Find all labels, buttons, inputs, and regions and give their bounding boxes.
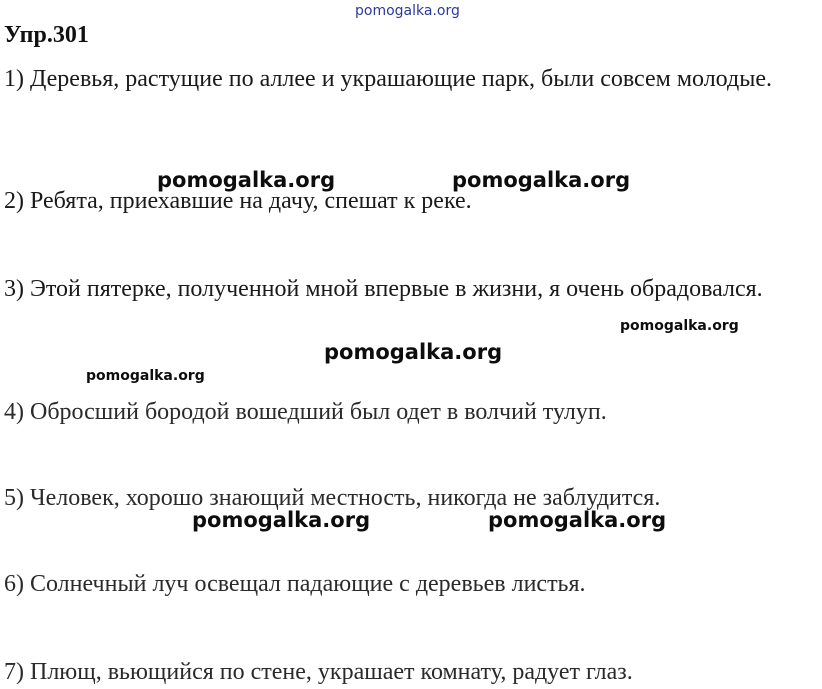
answer-item-7: 7) Плющ, вьющийся по стене, украшает комнату, радует глаз. xyxy=(4,659,633,685)
watermark: pomogalka.org xyxy=(488,508,667,532)
watermark: pomogalka.org xyxy=(192,508,371,532)
watermark: pomogalka.org xyxy=(157,168,336,192)
watermark: pomogalka.org xyxy=(620,318,739,334)
watermark: pomogalka.org xyxy=(86,368,205,384)
answer-item-3: 3) Этой пятерке, полученной мной впервые в жизни, я очень обрадовался. xyxy=(4,276,763,302)
site-watermark-top: pomogalka.org xyxy=(355,3,460,19)
exercise-title: Упр.301 xyxy=(4,22,89,48)
watermark: pomogalka.org xyxy=(324,340,503,364)
watermark: pomogalka.org xyxy=(452,168,631,192)
answer-item-5: 5) Человек, хорошо знающий местность, никогда не заблудится. xyxy=(4,485,661,511)
answer-item-1: 1) Деревья, растущие по аллее и украшающие парк, были совсем молодые. xyxy=(4,66,772,92)
answer-item-6: 6) Солнечный луч освещал падающие с деревьев листья. xyxy=(4,571,586,597)
answer-item-4: 4) Обросший бородой вошедший был одет в волчий тулуп. xyxy=(4,399,607,425)
answer-item-2: 2) Ребята, приехавшие на дачу, спешат к реке. xyxy=(4,188,472,214)
